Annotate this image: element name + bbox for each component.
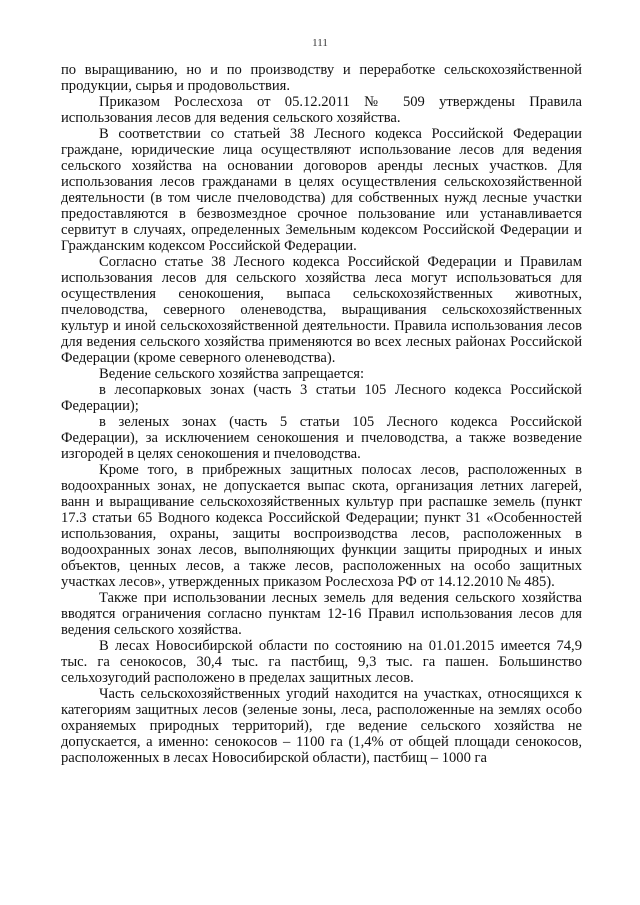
paragraph: по выращиванию, но и по производству и переработке сельскохозяйственной продукции, сырья и продовольствия.: [61, 62, 582, 94]
paragraph: Также при использовании лесных земель для ведения сельского хозяйства вводятся ограничения согласно пунктам 12-16 Правил использования лесов для ведения сельского хозяйства.: [61, 590, 582, 638]
paragraph: в лесопарковых зонах (часть 3 статьи 105 Лесного кодекса Российской Федерации);: [61, 382, 582, 414]
paragraph: в зеленых зонах (часть 5 статьи 105 Лесного кодекса Российской Федерации), за исключением сенокошения и пчеловодства, а также возведение изгородей в целях сенокошения и пчеловодства.: [61, 414, 582, 462]
paragraph: Приказом Рослесхоза от 05.12.2011 № 509 утверждены Правила использования лесов для ведения сельского хозяйства.: [61, 94, 582, 126]
paragraph: Часть сельскохозяйственных угодий находится на участках, относящихся к категориям защитных лесов (зеленые зоны, леса, расположенные на землях особо охраняемых природных территорий), где ведение сельского хозяйства не допускается, а именно: сенокосов – 1100 га (1,4% от общей площади сенокосов, расположенных в лесах Новосибирской области), пастбищ – 1000 га: [61, 686, 582, 766]
paragraph: В лесах Новосибирской области по состоянию на 01.01.2015 имеется 74,9 тыс. га сенокосов, 30,4 тыс. га пастбищ, 9,3 тыс. га пашен. Большинство сельхозугодий расположено в пределах защитных лесов.: [61, 638, 582, 686]
document-body: [61, 62, 582, 766]
paragraph: Ведение сельского хозяйства запрещается:: [99, 366, 365, 382]
paragraph: В соответствии со статьей 38 Лесного кодекса Российской Федерации граждане, юридические лица осуществляют использование лесов для ведения сельского хозяйства на основании договоров аренды лесных участков. Для использования лесов гражданами в целях осуществления сельскохозяйственной деятельности (в том числе пчеловодства) для собственных нужд лесные участки предоставляются в безвозмездное срочное пользование или устанавливается сервитут в случаях, определенных Земельным кодексом Российской Федерации и Гражданским кодексом Российской Федерации.: [61, 126, 582, 254]
page-number: 111: [312, 37, 328, 49]
paragraph: Согласно статье 38 Лесного кодекса Российской Федерации и Правилам использования лесов для сельского хозяйства леса могут использоваться для осуществления сенокошения, выпаса сельскохозяйственных животных, пчеловодства, северного оленеводства, выращивания сельскохозяйственных культур и иной сельскохозяйственной деятельности. Правила использования лесов для ведения сельского хозяйства применяются во всех лесных районах Российской Федерации (кроме северного оленеводства).: [61, 254, 582, 366]
paragraph: Кроме того, в прибрежных защитных полосах лесов, расположенных в водоохранных зонах, не допускается выпас скота, организация летних лагерей, ванн и выращивание сельскохозяйственных культур при распашке земель (пункт 17.3 статьи 65 Водного кодекса Российской Федерации; пункт 31 «Особенностей использования, охраны, защиты воспроизводства лесов, расположенных в водоохранных зонах лесов, выполняющих функции защиты природных и иных объектов, ценных лесов, а также лесов, расположенных на особо защитных участках лесов», утвержденных приказом Рослесхоза РФ от 14.12.2010 № 485).: [61, 462, 582, 590]
